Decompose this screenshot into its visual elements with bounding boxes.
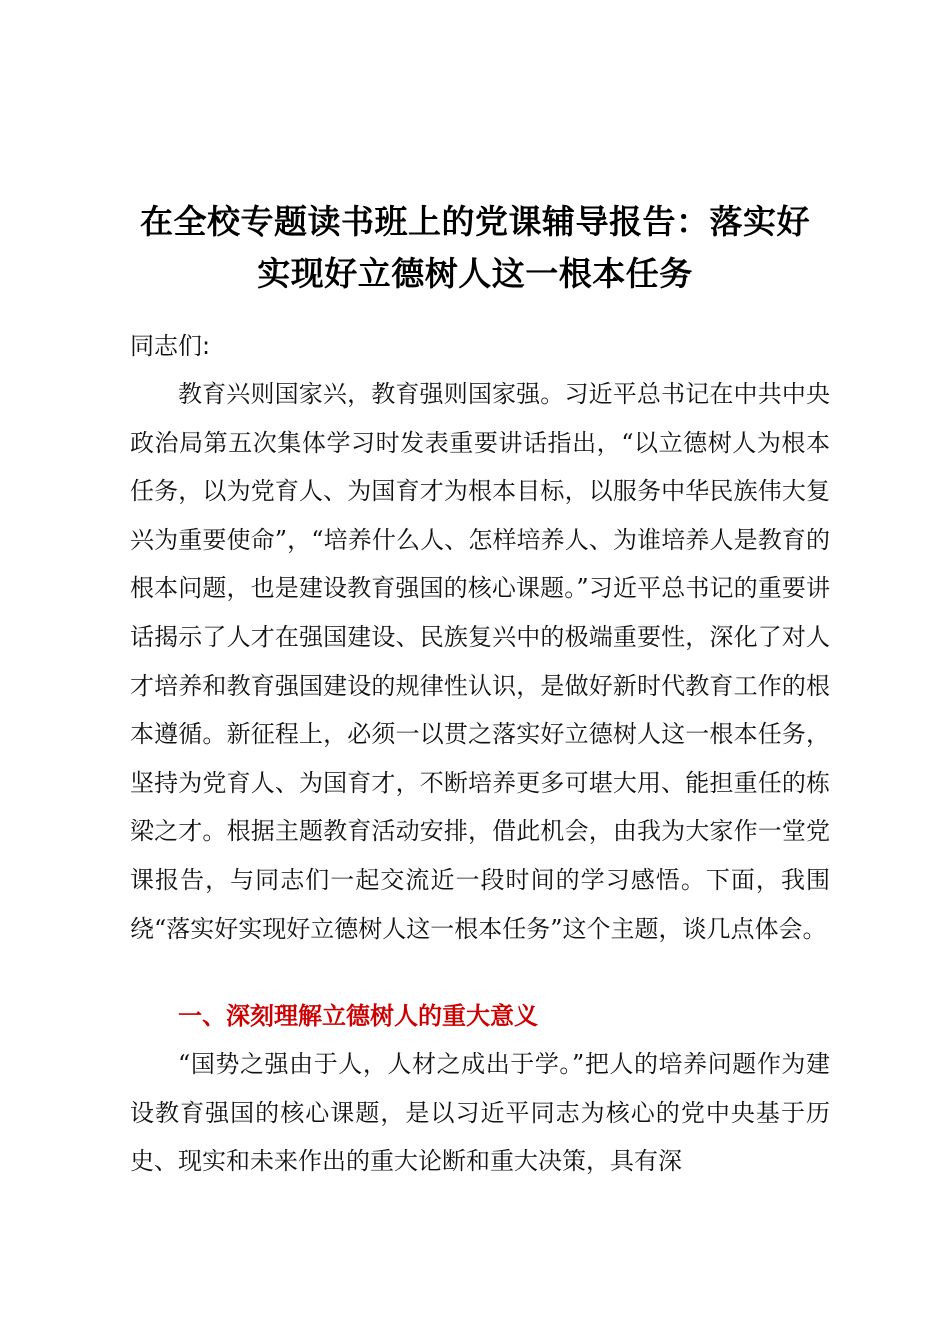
title-line-2: 实现好立德树人这一根本任务 bbox=[257, 254, 693, 293]
paragraph-intro: 教育兴则国家兴，教育强则国家强。习近平总书记在中共中央政治局第五次集体学习时发表重要讲话指出，“以立德树人为根本任务，以为党育人、为国育才为根本目标，以服务中华民族伟大复兴为重要使命”，“培养什么人、怎样培养人、为谁培养人是教育的根本问题，也是建设教育强国的核心课题。”习近平总书记的重要讲话揭示了人才在强国建设、民族复兴中的极端重要性，深化了对人才培养和教育强国建设的规律性认识，是做好新时代教育工作的根本遵循。新征程上，必须一以贯之落实好立德树人这一根本任务，坚持为党育人、为国育才，不断培养更多可堪大用、能担重任的栋梁之才。根据主题教育活动安排，借此机会，由我为大家作一堂党课报告，与同志们一起交流近一段时间的学习感悟。下面，我围绕“落实好实现好立德树人这一根本任务”这个主题，谈几点体会。 bbox=[130, 380, 830, 943]
salutation: 同志们: bbox=[130, 332, 211, 360]
title-line-1: 在全校专题读书班上的党课辅导报告：落实好 bbox=[140, 202, 810, 241]
document-title bbox=[100, 196, 850, 300]
section-heading-1: 一、深刻理解立德树人的重大意义 bbox=[178, 1002, 538, 1030]
paragraph-section-1: “国势之强由于人，人材之成出于学。”把人的培养问题作为建设教育强国的核心课题，是以习近平同志为核心的党中央基于历史、现实和未来作出的重大论断和重大决策，具有深 bbox=[130, 1050, 830, 1176]
